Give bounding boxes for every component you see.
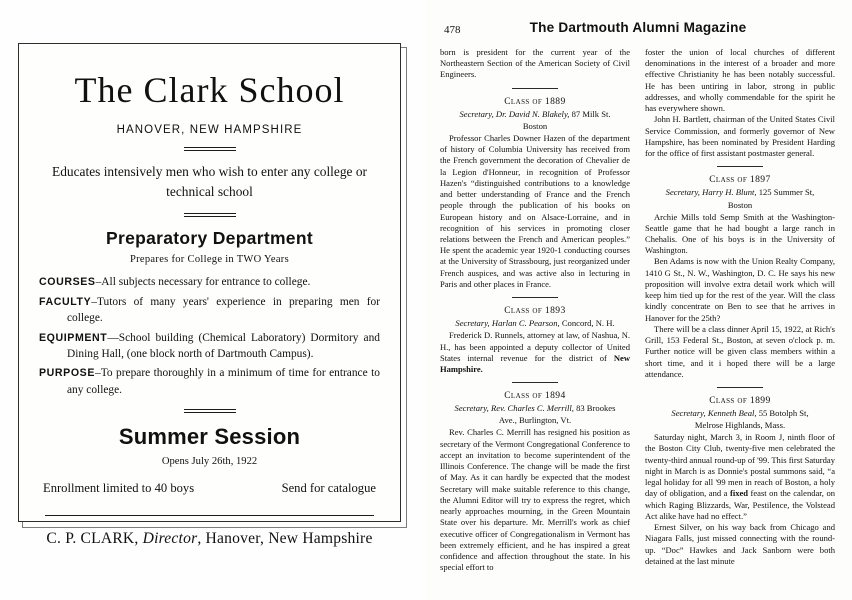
ad-title: The Clark School (74, 70, 345, 110)
secretary-label: Secretary, (665, 187, 700, 198)
magazine-running-title: The Dartmouth Alumni Magazine (529, 20, 747, 35)
ad-summer-heading: Summer Session (118, 423, 301, 449)
class-note-text-b: feast on the calendar, on which Raging Blizzards, War, Pestilence, the Volstead Act alike have had no effect.” (645, 488, 835, 521)
secretary-name: Dr. David N. Blakely, (495, 108, 570, 119)
ad-director-name: C. P. CLARK, (46, 529, 139, 547)
ad-feature-item (39, 330, 380, 362)
ad-divider-middle (184, 213, 236, 217)
ad-feature-text: To prepare thoroughly in a minimum of time for entrance to any college. (67, 367, 380, 396)
class-heading-label: Class of (504, 391, 543, 402)
class-heading-year: 1899 (749, 395, 771, 407)
continued-paragraph: foster the union of local churches of different denominations in the interest of a broader and more effective Christianity he has been notably successful. He has been untiring in labor, strong in public addresses, and wholly commendable for the spirit he has everywhere shown. (645, 47, 835, 114)
secretary-address: 87 Milk St. (571, 108, 611, 119)
ad-feature-dash: — (107, 331, 119, 344)
section-rule (717, 387, 763, 388)
class-heading-label: Class of (709, 396, 748, 407)
class-note-1889: Professor Charles Downer Hazen of the department of history of Columbia University has received from the French government the decoration of Chevalier de la Legion d'Honneur, in recognition of Professor Hazen's “distinguished contributions to a knowledge and better understanding of France and the French people through the publication of his books on European history and on Alsace-Lorraine, and in recognition of his services in promoting closer relations between the French and American peoples.” He spent the academic year 1920-1 conducting courses at the University of Strassbourg, just reorganized under French auspices, and was active also in lecturing in Paris and other places in France. (440, 132, 630, 289)
ad-feature-term: EQUIPMENT (39, 331, 108, 344)
bartlett-paragraph: John H. Bartlett, chairman of the United States Civil Service Commission, and formerly governor of New Hampshire, has been nominated by President Harding for the office of first assistant postmaster general. (645, 114, 835, 159)
text-columns (440, 47, 836, 599)
class-note-text-a: Saturday night, March 3, in Room J, ninth floor of the Boston City Club, twenty-five men celebrated the twenty-third annual round-up of '99. This first Saturday night in March is as Donnie's postal summons said, “a legal holiday for all '99 men in reach of Boston, a holy day of obligation, and a (645, 432, 835, 499)
secretary-name: Rev. Charles C. Merrill, (491, 403, 574, 414)
secretary-name: Harry H. Blunt, (702, 187, 757, 198)
class-heading-1889 (440, 96, 630, 107)
ad-feature-term: PURPOSE (39, 367, 96, 380)
ad-catalogue-note: Send for catalogue (281, 480, 376, 495)
ad-department-heading: Preparatory Department (106, 228, 313, 249)
ad-director-title: Director (142, 529, 198, 547)
ad-department-subtitle: Prepares for College in TWO Years (129, 254, 289, 266)
ad-notes-row (39, 481, 380, 496)
ad-feature-list (39, 274, 380, 398)
secretary-line-1889 (440, 109, 630, 120)
ad-divider-top (184, 147, 236, 151)
secretary-line-1894 (440, 403, 630, 414)
ad-feature-dash: – (91, 295, 97, 308)
secretary-city-1894: Ave., Burlington, Vt. (498, 415, 572, 426)
class-note-1897-b: Ben Adams is now with the Union Realty Company, 1410 G St., N. W., Washington, D. C. He says his new proposition will involve extra detail work which will keep him tied up for the rest of the year. Will the class kindly concentrate on Ben to see that he arrives in Hanover for the 25th? (645, 256, 835, 323)
ad-feature-item (39, 365, 380, 397)
secretary-city-1897: Boston (727, 199, 753, 210)
ad-feature-dash: – (95, 276, 102, 289)
class-heading-1899 (645, 395, 835, 406)
ad-divider-bottom (184, 409, 236, 413)
section-rule (512, 88, 558, 89)
class-heading-1893 (440, 305, 630, 316)
class-note-emphasis: fixed (729, 488, 749, 499)
ad-director-place: , Hanover, New Hampshire (197, 529, 373, 547)
ad-lead-statement: Educates intensively men who wish to enter any college or technical school (52, 163, 367, 199)
ad-feature-text: Tutors of many years' experience in preparing men for college. (67, 295, 380, 324)
ad-enrollment-note: Enrollment limited to 40 boys (43, 480, 195, 495)
secretary-label: Secretary, (455, 318, 490, 329)
page-folio-number: 478 (444, 24, 461, 36)
secretary-name: Harlan C. Pearson, (491, 318, 560, 329)
secretary-label: Secretary, (459, 108, 494, 119)
ad-feature-text: All subjects necessary for entrance to college. (101, 276, 311, 289)
clark-school-ad (18, 43, 401, 547)
secretary-line-1899 (645, 408, 835, 419)
magazine-running-head (440, 20, 836, 40)
section-rule (512, 297, 558, 298)
secretary-address: 55 Botolph St, (758, 408, 809, 419)
class-note-1899-b: Ernest Silver, on his way back from Chicago and Niagara Falls, just missed connecting with the round-up. “Doc” Hawkes and Jack Sanborn were both detained at the last minute (645, 522, 835, 566)
secretary-label: Secretary, (671, 408, 706, 419)
ad-summer-opens: Opens July 26th, 1922 (161, 455, 258, 467)
class-note-1897-c: There will be a class dinner April 15, 1922, at Rich's Grill, 153 Federal St., Boston, at seven o'clock p. m. Further notice will be given class members within a short time, and it i hoped there will be a large attendance. (645, 323, 835, 379)
class-note-1897-a: Archie Mills told Semp Smith at the Washington-Seattle game that he had bought a large ranch in Chehalis. One of his boys is in the University of Washington. (645, 211, 835, 256)
secretary-line-1897 (645, 187, 835, 198)
continued-paragraph: born is president for the current year of the Northeastern Section of the American Society of Civil Engineers. (440, 47, 630, 80)
secretary-address: 83 Brookes (576, 403, 616, 414)
secretary-label: Secretary, (454, 403, 489, 414)
section-rule (512, 382, 558, 383)
secretary-line-1893 (440, 318, 630, 329)
class-heading-year: 1897 (749, 174, 771, 186)
secretary-city-1889: Boston (522, 120, 548, 131)
class-heading-label: Class of (504, 96, 543, 107)
ad-feature-text: School building (Chemical Laboratory) Dormitory and Dining Hall, (one block north of Dartmouth Campus). (67, 331, 380, 360)
ad-director-line (39, 530, 380, 548)
class-note-1894: Rev. Charles C. Merrill has resigned his position as secretary of the Vermont Congregational Conference to accept an invitation to become superintendent of the Illinois Conference. The change will be made the first of May. As it can hardly be expected that the modest Secretary will make suitable reference to this change, the Alumni Editor will try to express the regret, which nearly approaches mourning, in the Green Mountain State over his departure. Mr. Merrill's work as chief executive officer of Congregationalism in Vermont has been extremely efficient, and he has inspired a great confidence and affection throughout the state. In his special effort to (440, 427, 630, 573)
column-one (440, 47, 630, 599)
class-heading-year: 1889 (544, 95, 566, 107)
class-heading-year: 1893 (544, 305, 566, 317)
ad-feature-term: COURSES (39, 276, 96, 289)
ad-feature-item (39, 294, 380, 326)
ad-signature-rule (45, 515, 374, 516)
ad-feature-item (39, 274, 380, 290)
class-heading-1897 (645, 174, 835, 185)
secretary-address: Concord, N. H. (561, 318, 615, 329)
secretary-city-1899: Melrose Highlands, Mass. (694, 420, 786, 431)
class-heading-label: Class of (504, 306, 543, 317)
class-note-1893 (440, 330, 630, 375)
class-note-1899-a (645, 432, 835, 522)
class-heading-year: 1894 (544, 390, 566, 402)
class-heading-label: Class of (709, 175, 748, 186)
right-page-magazine (426, 0, 852, 600)
secretary-name: Kenneth Beal, (707, 408, 757, 419)
class-heading-1894 (440, 390, 630, 401)
column-two (645, 47, 835, 599)
ad-feature-term: FACULTY (39, 295, 92, 308)
section-rule (717, 166, 763, 167)
ad-location: HANOVER, NEW HAMPSHIRE (116, 123, 303, 136)
ad-feature-dash: – (95, 367, 101, 380)
class-note-text: Frederick D. Runnels, attorney at law, of Nashua, N. H., has been appointed a deputy collector of United States internal revenue for the district of (440, 330, 630, 363)
secretary-address: 125 Summer St, (758, 187, 815, 198)
class-note-emphasis: New Hampshire. (440, 352, 630, 375)
